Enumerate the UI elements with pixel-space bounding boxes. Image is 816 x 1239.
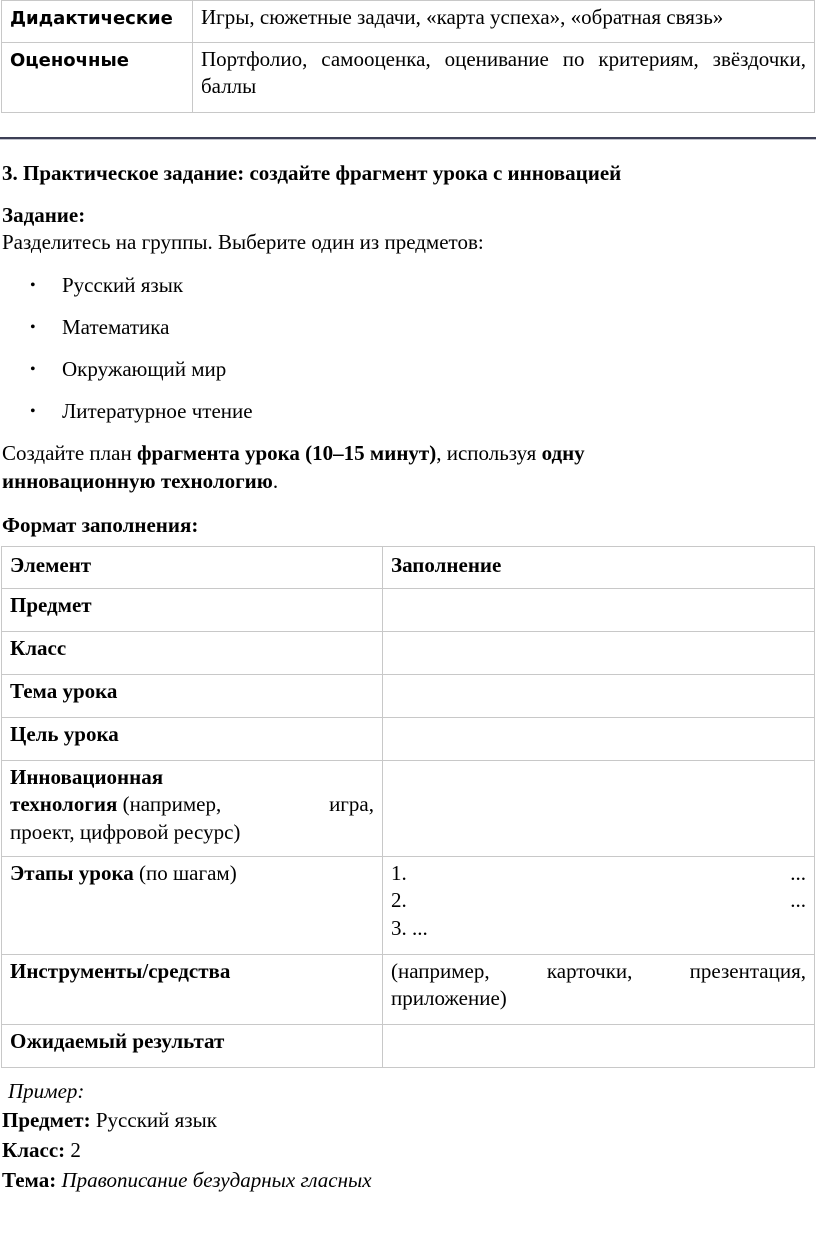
table-row [2, 857, 815, 955]
task-text: Разделитесь на группы. Выберите один из предметов: [2, 230, 484, 254]
method-examples-cell: Портфолио, самооценка, оценивание по критериям, звёздочки, баллы [193, 43, 815, 113]
example-label: Пример: [8, 1079, 85, 1103]
bullet-icon: • [30, 277, 36, 294]
fill-cell [383, 589, 815, 632]
table-row [2, 955, 815, 1025]
table-row [2, 675, 815, 718]
fill-cell [383, 761, 815, 857]
row-label-technology: Инновационная технология (например, игра, проект, цифровой ресурс) [2, 761, 383, 857]
section-divider [0, 137, 816, 140]
row-label-topic: Тема урока [2, 675, 383, 718]
example-grade: Класс: 2 [2, 1138, 81, 1162]
row-label-subject: Предмет [2, 589, 383, 632]
lesson-plan-table [1, 546, 815, 1068]
methods-table [1, 0, 815, 113]
table-row [2, 718, 815, 761]
row-label-goal: Цель урока [2, 718, 383, 761]
table-row [2, 589, 815, 632]
table-row [2, 1, 815, 43]
tools-cell: (например, карточки, презентация, приложение) [383, 955, 815, 1025]
table-row [2, 632, 815, 675]
table-row [2, 43, 815, 113]
example-subject: Предмет: Русский язык [2, 1108, 217, 1132]
method-examples-cell: Игры, сюжетные задачи, «карта успеха», «обратная связь» [193, 1, 815, 43]
method-type-cell: Оценочные [2, 43, 193, 113]
subject-name: Математика [62, 315, 170, 339]
format-label: Формат заполнения: [2, 513, 199, 537]
stages-cell: 1. ... 2. ... 3. ... [383, 857, 815, 955]
table-row [2, 761, 815, 857]
fill-cell [383, 718, 815, 761]
bullet-icon: • [30, 361, 36, 378]
plan-instruction-line1: Создайте план фрагмента урока (10–15 минут), используя одну [2, 441, 585, 465]
row-label-result: Ожидаемый результат [2, 1025, 383, 1068]
row-label-stages: Этапы урока (по шагам) [2, 857, 383, 955]
task-label: Задание: [2, 203, 86, 227]
subject-name: Окружающий мир [62, 357, 227, 381]
plan-instruction-line2: инновационную технологию. [2, 469, 279, 493]
table-row [2, 1025, 815, 1068]
fill-cell [383, 1025, 815, 1068]
row-label-grade: Класс [2, 632, 383, 675]
column-header-element: Элемент [2, 547, 383, 589]
subject-name: Литературное чтение [62, 399, 253, 423]
column-header-fill: Заполнение [383, 547, 815, 589]
row-label-tools: Инструменты/средства [2, 955, 383, 1025]
method-type-cell: Дидактические [2, 1, 193, 43]
subject-name: Русский язык [62, 273, 184, 297]
table-header-row [2, 547, 815, 589]
fill-cell [383, 632, 815, 675]
section-heading: 3. Практическое задание: создайте фрагмент урока с инновацией [2, 161, 622, 185]
bullet-icon: • [30, 319, 36, 336]
example-topic: Тема: Правописание безударных гласных [2, 1168, 372, 1192]
bullet-icon: • [30, 403, 36, 420]
fill-cell [383, 675, 815, 718]
